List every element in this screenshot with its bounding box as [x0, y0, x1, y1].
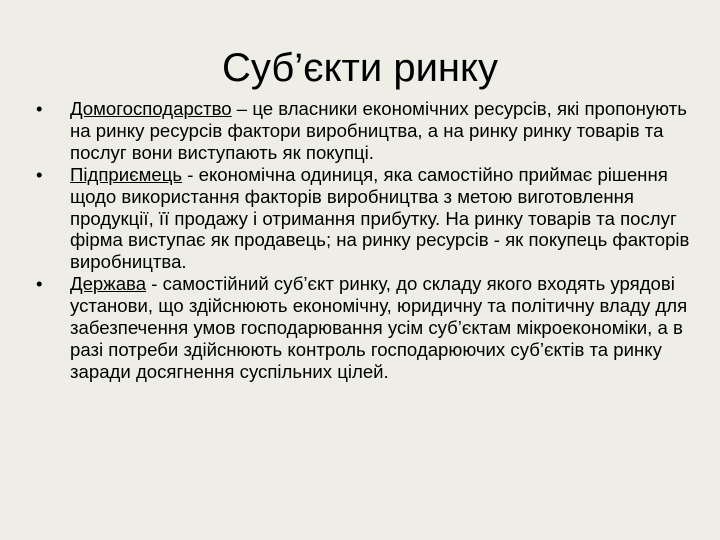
slide-title: Суб’єкти ринку: [222, 46, 498, 90]
bullet-item-entrepreneur: [36, 164, 696, 274]
bullet-icon: •: [36, 163, 43, 185]
bullet-icon: •: [36, 98, 43, 119]
definition-state: - самостійний суб’єкт ринку, до складу якого входять урядові установи, що здійснюють економічну, юридичну та політичну владу для забезпечення умов господарювання усім суб’єктам мікроекономіки, а в разі потреби здійснюють контроль господарюючих суб’єктів та ринку заради досягнення суспільних цілей.: [70, 273, 688, 382]
term-state: Держава: [70, 273, 147, 295]
bullet-item-state: [36, 273, 696, 383]
bullet-list: [36, 98, 696, 383]
definition-entrepreneur: - економічна одиниця, яка самостійно приймає рішення щодо використання факторів виробництва з метою виготовлення продукції, її продажу і отримання прибутку. На ринку товарів та послуг фірма виступає як продавець; на ринку ресурсів - як покупець факторів виробництва.: [70, 163, 690, 273]
bullet-item-households: [36, 98, 696, 164]
bullet-icon: •: [36, 273, 43, 295]
term-households: Домогосподарство: [70, 98, 232, 119]
term-entrepreneur: Підприємець: [70, 163, 183, 185]
definition-households: – це власники економічних ресурсів, які пропонують на ринку ресурсів фактори виробництва, а на ринку ринку товарів та послуг вони виступають як покупці.: [70, 98, 687, 163]
